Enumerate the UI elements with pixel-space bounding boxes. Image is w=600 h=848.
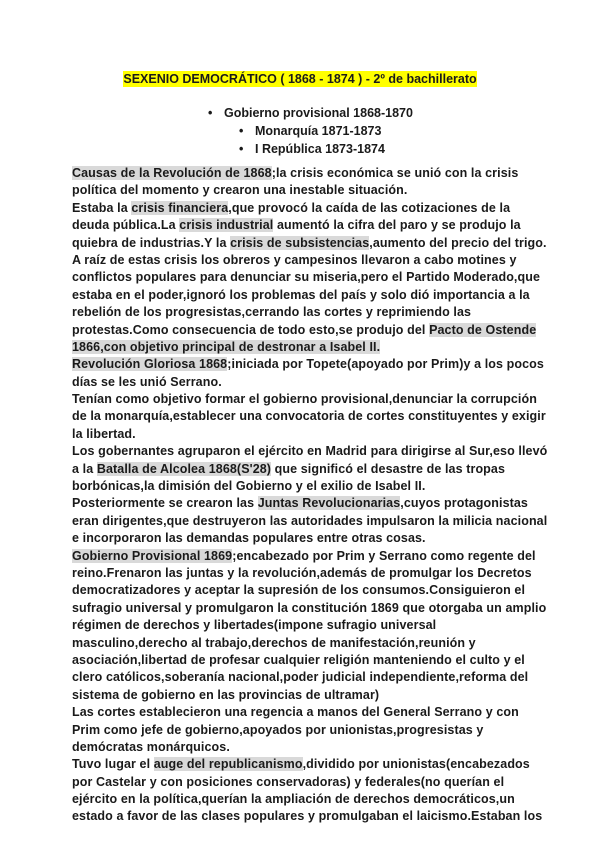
outline-subitem-republica: • I República 1873-1874 xyxy=(208,140,413,158)
text-line: a la Batalla de Alcolea 1868(S'28) que significó el desastre de las tropas xyxy=(72,461,506,476)
text-line: rebelión de los progresistas,cerrando las cortes y reprimiendo las xyxy=(72,305,472,320)
outline-subitem-monarquia: • Monarquía 1871-1873 xyxy=(208,122,413,140)
text-line: estaba en el poder,ignoró los problemas del país y solo dió importancia a la xyxy=(72,287,530,302)
text-line: días se les unió Serrano. xyxy=(72,374,222,389)
text-line: Estaba la crisis financiera,que provocó la caída de las cotizaciones de la xyxy=(72,200,511,215)
highlight-term: Revolución Gloriosa 1868 xyxy=(72,357,228,372)
text-line: Los gobernantes agruparon el ejército en Madrid para dirigirse al Sur,eso llevó xyxy=(72,444,548,459)
text-line: quiebra de industrias.Y la crisis de subsistencias,aumento del precio del trigo. xyxy=(72,235,547,250)
outline-list xyxy=(208,104,413,158)
outline-item-gobierno: • Gobierno provisional 1868-1870 xyxy=(208,104,413,122)
text-line: Gobierno Provisional 1869;encabezado por Prim y Serrano como regente del xyxy=(72,548,536,563)
highlight-term: crisis financiera xyxy=(131,200,229,215)
text-line: estado a favor de las clases populares y promulgaban el laicismo.Estaban los xyxy=(72,809,543,824)
text-line: Prim como jefe de gobierno,apoyados por unionistas,progresistas y xyxy=(72,722,484,737)
text-line: Posteriormente se crearon las Juntas Revolucionarias,cuyos protagonistas xyxy=(72,496,528,511)
text-line: régimen de derechos y libertades(impone sufragio universal xyxy=(72,618,437,633)
highlight-term: crisis industrial xyxy=(179,218,274,233)
text-line: eran dirigentes,que destruyeron las autoridades impulsaron la milicia nacional xyxy=(72,513,548,528)
text-line: Revolución Gloriosa 1868;iniciada por Topete(apoyado por Prim)y a los pocos xyxy=(72,357,544,372)
text-line: Tenían como objetivo formar el gobierno provisional,denunciar la corrupción xyxy=(72,392,537,407)
text-line: borbónicas,la dimisión del Gobierno y el exilio de Isabel II. xyxy=(72,479,426,494)
title-block xyxy=(0,70,600,88)
highlight-term: crisis de subsistencias xyxy=(230,235,370,250)
text-line: sistema de gobierno en las provincias de ultramar) xyxy=(72,687,380,702)
document-title: SEXENIO DEMOCRÁTICO ( 1868 - 1874 ) - 2º de bachillerato xyxy=(123,72,477,86)
text-line: Causas de la Revolución de 1868;la crisis económica se unió con la crisis xyxy=(72,166,519,180)
text-line: clero católicos,soberanía nacional,poder judicial independiente,reforma del xyxy=(72,670,529,685)
text-line: Las cortes establecieron una regencia a manos del General Serrano y con xyxy=(72,705,519,720)
text-line: sufragio universal y promulgaron la constitución 1869 que otorgaba un amplio xyxy=(72,600,547,615)
text-line: A raíz de estas crisis los obreros y campesinos llevaron a cabo motines y xyxy=(72,252,517,267)
text-line: protestas.Como consecuencia de todo esto,se produjo del Pacto de Ostende xyxy=(72,322,537,337)
text-line: reino.Frenaron las juntas y la revolución,además de promulgar los Decretos xyxy=(72,565,532,580)
highlight-term: Juntas Revolucionarias xyxy=(257,496,401,511)
text-line: e incorporaron las demandas populares entre otras cosas. xyxy=(72,531,426,546)
text-line: de la monarquía,establecer una convocatoria de cortes constituyentes y exigir xyxy=(72,409,546,424)
text-line: ejército en la política,querían la ampliación de derechos democráticos,un xyxy=(72,792,515,807)
text-line: demócratas monárquicos. xyxy=(72,739,230,754)
body-text xyxy=(72,165,548,826)
text-line: la libertad. xyxy=(72,426,136,441)
text-line: conflictos populares para denunciar su miseria,pero el Partido Moderado,que xyxy=(72,270,541,285)
highlight-term: Pacto de Ostende xyxy=(429,322,537,337)
highlight-term: Batalla de Alcolea 1868(S'28) xyxy=(96,461,272,476)
text-line: deuda pública.La crisis industrial aumentó la cifra del paro y se produjo la xyxy=(72,218,521,233)
highlight-term: Gobierno Provisional 1869 xyxy=(72,548,233,563)
highlight-term: auge del republicanismo xyxy=(153,757,303,772)
text-line: democratizadores y aceptar la supresión de los consumos.Consiguieron el xyxy=(72,583,526,598)
text-line: por Castelar y con posiciones conservadoras) y federales(no querían el xyxy=(72,774,505,789)
highlight-term: Causas de la Revolución de 1868 xyxy=(72,166,272,180)
text-line: política del momento y crearon una inestable situación. xyxy=(72,183,408,198)
text-line: Tuvo lugar el auge del republicanismo,dividido por unionistas(encabezados xyxy=(72,757,530,772)
text-line: masculino,derecho al trabajo,derechos de manifestación,reunión y xyxy=(72,635,476,650)
text-line xyxy=(72,339,532,356)
highlight-term: 1866,con objetivo principal de destronar a Isabel II. xyxy=(72,339,381,354)
text-line: asociación,libertad de profesar cualquier religión manteniendo el culto y el xyxy=(72,652,525,667)
